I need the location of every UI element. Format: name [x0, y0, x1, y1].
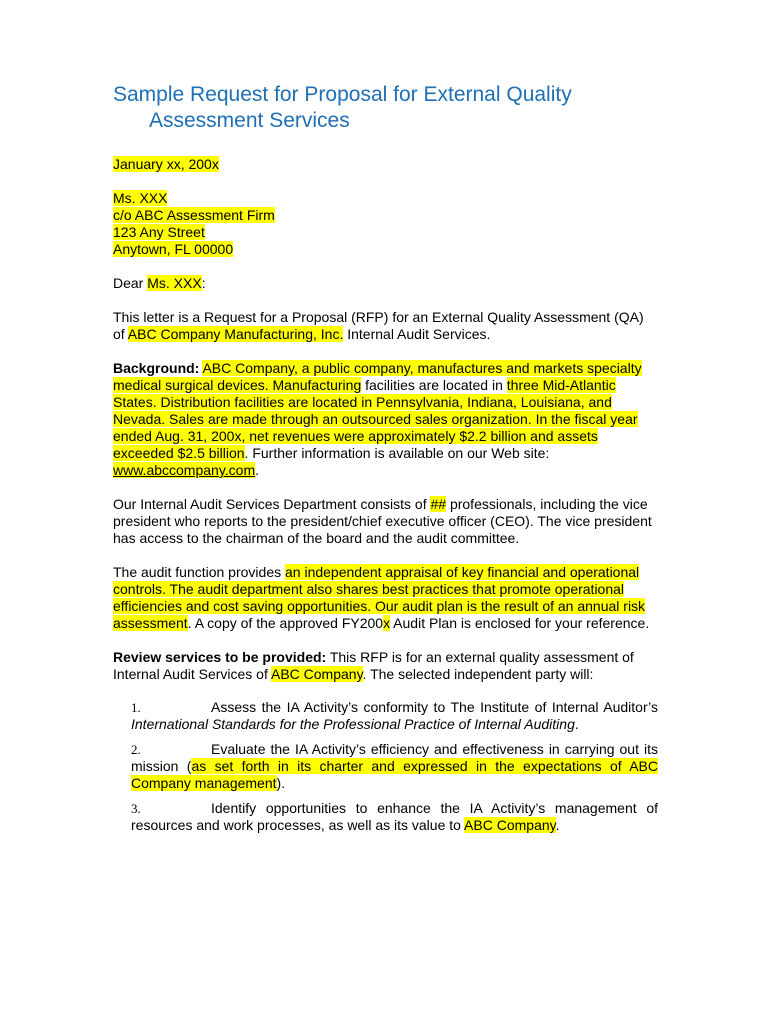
- review-services-label: Review services to be provided:: [113, 649, 327, 665]
- document-title: [113, 82, 658, 134]
- recipient-name: Ms. XXX: [113, 190, 168, 206]
- company-name-highlight: ABC Company Manufacturing, Inc.: [127, 326, 344, 342]
- date-text: January xx, 200x: [113, 156, 219, 172]
- list-item: 1. Assess the IA Activity’s conformity to The Institute of Internal Auditor’s International Standards for the Professional Practice of Internal Auditing.: [131, 699, 658, 732]
- website-link[interactable]: www.abccompany.com: [113, 462, 256, 478]
- department-paragraph: Our Internal Audit Services Department consists of ## professionals, including the vice president who reports to the president/chief executive officer (CEO). The vice president has access to the chairman of the board and the audit committee.: [113, 496, 652, 546]
- background-label: Background:: [113, 360, 200, 376]
- list-number: 3.: [131, 801, 141, 816]
- services-list: [113, 699, 658, 834]
- recipient-address: [113, 190, 658, 258]
- list-item: 2. Evaluate the IA Activity’s efficiency and effectiveness in carrying out its mission (as set forth in its charter and expressed in the expectations of ABC Company management).: [131, 741, 658, 791]
- intro-paragraph: This letter is a Request for a Proposal (RFP) for an External Quality Assessment (QA) of ABC Company Manufacturing, Inc. Internal Audit Services.: [113, 309, 644, 342]
- list-number: 1.: [131, 700, 141, 715]
- list-number: 2.: [131, 742, 141, 757]
- salutation-name: Ms. XXX: [147, 275, 202, 291]
- list-item: 3. Identify opportunities to enhance the IA Activity’s management of resources and work processes, as well as its value to ABC Company.: [131, 800, 658, 833]
- recipient-firm: c/o ABC Assessment Firm: [113, 207, 275, 223]
- salutation: Dear Ms. XXX:: [113, 275, 206, 291]
- title-line-2: Assessment Services: [149, 109, 350, 132]
- recipient-street: 123 Any Street: [113, 224, 205, 240]
- letter-date: [113, 156, 658, 173]
- review-services-paragraph: Review services to be provided: This RFP is for an external quality assessment of Internal Audit Services of ABC Company. The selected independent party will:: [113, 649, 634, 682]
- title-line-1: Sample Request for Proposal for External Quality: [113, 83, 572, 106]
- audit-function-paragraph: The audit function provides an independent appraisal of key financial and operational controls. The audit department also shares best practices that promote operational efficiencies and cost saving opportunities. Our audit plan is the result of an annual risk assessment. A copy of the approved FY200x Audit Plan is enclosed for your reference.: [113, 564, 650, 631]
- background-paragraph: Background: ABC Company, a public company, manufactures and markets specialty medical surgical devices. Manufacturing facilities are located in three Mid-Atlantic States. Distribution facilities are located in Pennsylvania, Indiana, Louisiana, and Nevada. Sales are made through an outsourced sales organization. In the fiscal year ended Aug. 31, 200x, net revenues were approximately $2.2 billion and assets exceeded $2.5 billion. Further information is available on our Web site: www.abccompany.com.: [113, 360, 642, 478]
- recipient-city: Anytown, FL 00000: [113, 241, 234, 257]
